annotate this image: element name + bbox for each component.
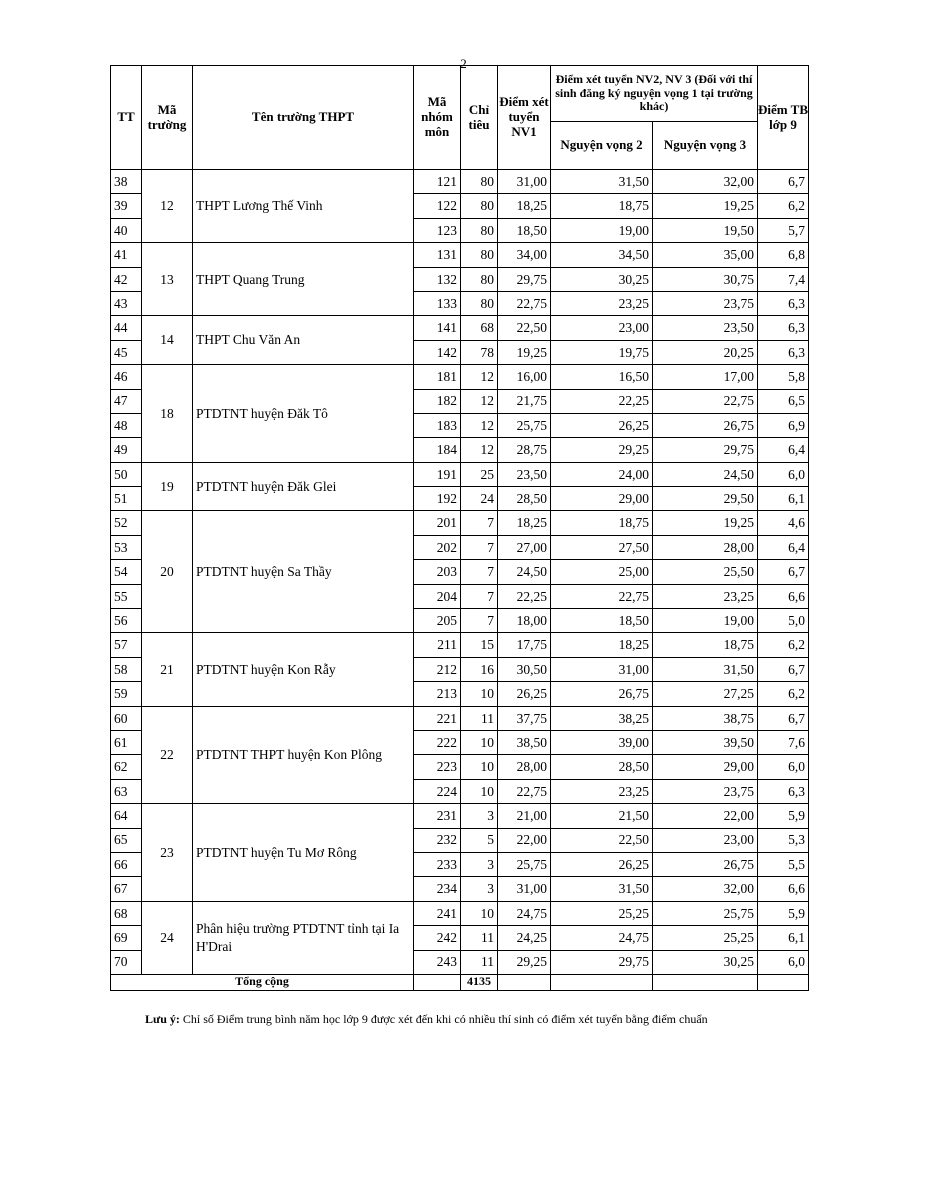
cell-diem-nv1: 18,25	[498, 194, 551, 218]
cell-tt: 52	[111, 511, 142, 535]
cell-nv2: 22,50	[551, 828, 653, 852]
cell-ma-truong: 22	[142, 706, 193, 804]
cell-diem-nv1: 31,00	[498, 877, 551, 901]
cell-chi-tieu: 12	[461, 389, 498, 413]
cell-chi-tieu: 11	[461, 706, 498, 730]
cell-chi-tieu: 10	[461, 730, 498, 754]
cell-ma-nhom: 204	[414, 584, 461, 608]
cell-diem-tb: 5,8	[758, 365, 809, 389]
cell-nv3: 29,00	[653, 755, 758, 779]
cell-ma-nhom: 211	[414, 633, 461, 657]
cell-nv2: 22,25	[551, 389, 653, 413]
cell-nv2: 24,00	[551, 462, 653, 486]
cell-diem-nv1: 27,00	[498, 535, 551, 559]
table-row	[111, 706, 809, 730]
cell-diem-tb: 4,6	[758, 511, 809, 535]
cell-chi-tieu: 10	[461, 755, 498, 779]
header-diem-nv1: Điểm xét tuyển NV1	[498, 66, 551, 170]
cell-ma-nhom: 231	[414, 804, 461, 828]
cell-nv2: 19,75	[551, 340, 653, 364]
cell-chi-tieu: 80	[461, 291, 498, 315]
cell-diem-nv1: 28,75	[498, 438, 551, 462]
cell-chi-tieu: 80	[461, 170, 498, 194]
cell-chi-tieu: 7	[461, 535, 498, 559]
cell-tt: 50	[111, 462, 142, 486]
cell-chi-tieu: 3	[461, 852, 498, 876]
cell-diem-nv1: 22,50	[498, 316, 551, 340]
cell-diem-tb: 6,0	[758, 950, 809, 974]
cell-diem-tb: 6,8	[758, 243, 809, 267]
cell-chi-tieu: 7	[461, 511, 498, 535]
cell-chi-tieu: 11	[461, 950, 498, 974]
cell-chi-tieu: 7	[461, 560, 498, 584]
cell-nv2: 16,50	[551, 365, 653, 389]
cell-ma-nhom: 224	[414, 779, 461, 803]
cell-chi-tieu: 80	[461, 267, 498, 291]
cell-ma-nhom: 181	[414, 365, 461, 389]
cell-nv2: 29,00	[551, 487, 653, 511]
cell-nv2: 25,25	[551, 901, 653, 925]
cell-chi-tieu: 11	[461, 926, 498, 950]
cell-nv3: 23,25	[653, 584, 758, 608]
cell-ten-truong: THPT Lương Thế Vinh	[193, 170, 414, 243]
cell-nv3: 26,75	[653, 852, 758, 876]
cell-nv2: 24,75	[551, 926, 653, 950]
cell-tt: 38	[111, 170, 142, 194]
cell-chi-tieu: 10	[461, 779, 498, 803]
cell-ma-nhom: 182	[414, 389, 461, 413]
cell-ma-truong: 23	[142, 804, 193, 902]
cell-ma-nhom: 203	[414, 560, 461, 584]
cell-ma-nhom: 201	[414, 511, 461, 535]
cell-nv3: 27,25	[653, 682, 758, 706]
cell-nv3: 29,75	[653, 438, 758, 462]
cell-diem-nv1: 22,25	[498, 584, 551, 608]
header-ma-truong: Mã trường	[142, 66, 193, 170]
cell-tt: 48	[111, 413, 142, 437]
cell-nv3: 25,50	[653, 560, 758, 584]
cell-nv3: 29,50	[653, 487, 758, 511]
cell-nv2: 18,75	[551, 511, 653, 535]
cell-nv2: 23,00	[551, 316, 653, 340]
cell-ma-nhom: 183	[414, 413, 461, 437]
cell-nv3: 23,00	[653, 828, 758, 852]
cell-nv2: 30,25	[551, 267, 653, 291]
cell-chi-tieu: 7	[461, 609, 498, 633]
cell-nv2: 28,50	[551, 755, 653, 779]
cell-nv2: 39,00	[551, 730, 653, 754]
cell-nv3: 35,00	[653, 243, 758, 267]
cell-diem-tb: 6,2	[758, 194, 809, 218]
cell-diem-nv1: 21,00	[498, 804, 551, 828]
cell-tt: 70	[111, 950, 142, 974]
cell-diem-nv1: 24,25	[498, 926, 551, 950]
cell-nv3: 39,50	[653, 730, 758, 754]
cell-nv2: 34,50	[551, 243, 653, 267]
cell-diem-nv1: 29,25	[498, 950, 551, 974]
cell-diem-tb: 6,0	[758, 755, 809, 779]
total-row	[111, 974, 809, 990]
cell-nv3: 19,50	[653, 218, 758, 242]
cell-chi-tieu: 3	[461, 877, 498, 901]
header-nv2: Nguyện vọng 2	[551, 122, 653, 170]
total-empty-cell	[498, 974, 551, 990]
cell-ma-nhom: 242	[414, 926, 461, 950]
cell-diem-nv1: 17,75	[498, 633, 551, 657]
page-number: 2	[460, 56, 467, 71]
cell-chi-tieu: 12	[461, 365, 498, 389]
cell-ten-truong: Phân hiệu trường PTDTNT tỉnh tại Ia H'Drai	[193, 901, 414, 974]
cell-nv3: 38,75	[653, 706, 758, 730]
table-row	[111, 633, 809, 657]
cell-diem-nv1: 26,25	[498, 682, 551, 706]
cell-tt: 39	[111, 194, 142, 218]
cell-diem-tb: 6,4	[758, 535, 809, 559]
cell-diem-nv1: 24,50	[498, 560, 551, 584]
cell-tt: 41	[111, 243, 142, 267]
cell-ten-truong: PTDTNT huyện Sa Thầy	[193, 511, 414, 633]
cell-diem-nv1: 22,75	[498, 779, 551, 803]
cell-diem-tb: 6,6	[758, 584, 809, 608]
cell-tt: 54	[111, 560, 142, 584]
footnote-text: Chỉ số Điểm trung bình năm học lớp 9 được xét đến khi có nhiều thí sinh có điểm xét tuyển bằng điểm chuẩn	[182, 1012, 708, 1026]
total-value: 4135	[461, 974, 498, 990]
cell-chi-tieu: 25	[461, 462, 498, 486]
cell-chi-tieu: 80	[461, 243, 498, 267]
cell-diem-tb: 6,0	[758, 462, 809, 486]
table-row	[111, 170, 809, 194]
cell-chi-tieu: 16	[461, 657, 498, 681]
cell-ma-nhom: 191	[414, 462, 461, 486]
cell-diem-nv1: 16,00	[498, 365, 551, 389]
cell-diem-nv1: 24,75	[498, 901, 551, 925]
cell-nv3: 20,25	[653, 340, 758, 364]
cell-diem-tb: 6,4	[758, 438, 809, 462]
cell-tt: 57	[111, 633, 142, 657]
cell-tt: 42	[111, 267, 142, 291]
cell-ma-truong: 18	[142, 365, 193, 463]
cell-nv2: 18,75	[551, 194, 653, 218]
cell-nv3: 25,25	[653, 926, 758, 950]
cell-nv2: 19,00	[551, 218, 653, 242]
cell-nv2: 31,50	[551, 877, 653, 901]
cell-tt: 67	[111, 877, 142, 901]
cell-diem-tb: 6,3	[758, 340, 809, 364]
cell-ten-truong: PTDTNT huyện Kon Rẫy	[193, 633, 414, 706]
cell-diem-nv1: 22,00	[498, 828, 551, 852]
cell-ma-truong: 20	[142, 511, 193, 633]
table-row	[111, 804, 809, 828]
cell-nv2: 26,75	[551, 682, 653, 706]
cell-ten-truong: THPT Chu Văn An	[193, 316, 414, 365]
cell-diem-nv1: 30,50	[498, 657, 551, 681]
cell-nv3: 30,25	[653, 950, 758, 974]
cell-diem-nv1: 18,25	[498, 511, 551, 535]
cell-diem-tb: 5,3	[758, 828, 809, 852]
cell-ma-nhom: 232	[414, 828, 461, 852]
cell-diem-tb: 6,7	[758, 706, 809, 730]
cell-diem-tb: 6,3	[758, 316, 809, 340]
cell-diem-nv1: 25,75	[498, 413, 551, 437]
cell-nv2: 31,00	[551, 657, 653, 681]
footnote	[145, 1012, 708, 1027]
cell-ma-nhom: 223	[414, 755, 461, 779]
cell-ten-truong: PTDTNT huyện Đăk Tô	[193, 365, 414, 463]
cell-nv3: 18,75	[653, 633, 758, 657]
table-row	[111, 316, 809, 340]
cell-diem-tb: 6,1	[758, 926, 809, 950]
total-empty-cell	[653, 974, 758, 990]
cell-nv3: 19,25	[653, 511, 758, 535]
cell-ma-nhom: 123	[414, 218, 461, 242]
cell-nv2: 29,25	[551, 438, 653, 462]
table-header	[111, 66, 809, 170]
cell-ma-nhom: 241	[414, 901, 461, 925]
cell-tt: 44	[111, 316, 142, 340]
cell-diem-nv1: 19,25	[498, 340, 551, 364]
header-ten-truong: Tên trường THPT	[193, 66, 414, 170]
cell-nv3: 32,00	[653, 170, 758, 194]
cell-diem-nv1: 23,50	[498, 462, 551, 486]
cell-ma-nhom: 205	[414, 609, 461, 633]
cell-ma-truong: 14	[142, 316, 193, 365]
table-row	[111, 901, 809, 925]
total-empty-cell	[758, 974, 809, 990]
cell-diem-tb: 6,6	[758, 877, 809, 901]
cell-ma-nhom: 243	[414, 950, 461, 974]
cell-tt: 68	[111, 901, 142, 925]
cell-ma-truong: 21	[142, 633, 193, 706]
table-row	[111, 511, 809, 535]
cell-diem-tb: 5,0	[758, 609, 809, 633]
cell-ma-nhom: 122	[414, 194, 461, 218]
cell-ma-nhom: 141	[414, 316, 461, 340]
cell-nv3: 32,00	[653, 877, 758, 901]
cell-nv2: 26,25	[551, 413, 653, 437]
cell-diem-nv1: 18,50	[498, 218, 551, 242]
cell-nv3: 26,75	[653, 413, 758, 437]
cell-nv2: 31,50	[551, 170, 653, 194]
cell-nv3: 22,75	[653, 389, 758, 413]
cell-nv3: 19,25	[653, 194, 758, 218]
cell-ma-nhom: 213	[414, 682, 461, 706]
cell-nv2: 38,25	[551, 706, 653, 730]
cell-nv3: 22,00	[653, 804, 758, 828]
cell-tt: 63	[111, 779, 142, 803]
cell-nv3: 19,00	[653, 609, 758, 633]
cell-diem-tb: 5,5	[758, 852, 809, 876]
cell-chi-tieu: 5	[461, 828, 498, 852]
table-row	[111, 365, 809, 389]
cell-tt: 58	[111, 657, 142, 681]
cell-chi-tieu: 80	[461, 194, 498, 218]
cell-diem-tb: 6,2	[758, 633, 809, 657]
cell-diem-nv1: 34,00	[498, 243, 551, 267]
cell-diem-nv1: 31,00	[498, 170, 551, 194]
cell-tt: 53	[111, 535, 142, 559]
cell-ma-truong: 12	[142, 170, 193, 243]
cell-ma-truong: 13	[142, 243, 193, 316]
cell-diem-tb: 6,3	[758, 779, 809, 803]
table-row	[111, 243, 809, 267]
cell-chi-tieu: 80	[461, 218, 498, 242]
cell-tt: 46	[111, 365, 142, 389]
table-body	[111, 170, 809, 975]
cell-ma-nhom: 212	[414, 657, 461, 681]
cell-chi-tieu: 10	[461, 901, 498, 925]
cell-tt: 61	[111, 730, 142, 754]
header-diem-tb: Điểm TB lớp 9	[758, 66, 809, 170]
cell-nv3: 24,50	[653, 462, 758, 486]
header-tt: TT	[111, 66, 142, 170]
cell-chi-tieu: 10	[461, 682, 498, 706]
cell-nv2: 18,50	[551, 609, 653, 633]
cell-chi-tieu: 12	[461, 438, 498, 462]
cell-diem-tb: 6,7	[758, 657, 809, 681]
cell-diem-tb: 6,9	[758, 413, 809, 437]
cell-diem-tb: 6,2	[758, 682, 809, 706]
cell-tt: 64	[111, 804, 142, 828]
cell-tt: 56	[111, 609, 142, 633]
cell-diem-nv1: 29,75	[498, 267, 551, 291]
cell-ma-nhom: 202	[414, 535, 461, 559]
cell-ma-nhom: 142	[414, 340, 461, 364]
cell-diem-tb: 6,1	[758, 487, 809, 511]
cell-diem-nv1: 28,00	[498, 755, 551, 779]
cell-nv3: 28,00	[653, 535, 758, 559]
cell-diem-tb: 6,7	[758, 560, 809, 584]
cell-ma-nhom: 221	[414, 706, 461, 730]
cell-nv2: 23,25	[551, 291, 653, 315]
cell-diem-tb: 7,4	[758, 267, 809, 291]
cell-ma-truong: 19	[142, 462, 193, 511]
cell-tt: 69	[111, 926, 142, 950]
cell-nv3: 17,00	[653, 365, 758, 389]
cell-tt: 51	[111, 487, 142, 511]
table-row	[111, 462, 809, 486]
cell-nv3: 23,50	[653, 316, 758, 340]
cell-nv2: 27,50	[551, 535, 653, 559]
cell-diem-tb: 6,7	[758, 170, 809, 194]
cell-tt: 49	[111, 438, 142, 462]
cell-nv2: 21,50	[551, 804, 653, 828]
cell-nv3: 31,50	[653, 657, 758, 681]
cell-chi-tieu: 7	[461, 584, 498, 608]
cell-diem-nv1: 28,50	[498, 487, 551, 511]
cell-ma-nhom: 131	[414, 243, 461, 267]
header-diem-nv2-nv3: Điểm xét tuyển NV2, NV 3 (Đối với thí sinh đăng ký nguyện vọng 1 tại trường khác)	[551, 66, 758, 122]
cell-tt: 60	[111, 706, 142, 730]
header-ma-nhom-mon: Mã nhóm môn	[414, 66, 461, 170]
cell-diem-nv1: 37,75	[498, 706, 551, 730]
cell-diem-tb: 5,9	[758, 804, 809, 828]
cell-chi-tieu: 12	[461, 413, 498, 437]
cell-tt: 45	[111, 340, 142, 364]
cell-ma-truong: 24	[142, 901, 193, 974]
cell-ma-nhom: 192	[414, 487, 461, 511]
cell-diem-nv1: 21,75	[498, 389, 551, 413]
cell-ma-nhom: 234	[414, 877, 461, 901]
cell-nv2: 26,25	[551, 852, 653, 876]
cell-ten-truong: PTDTNT huyện Tu Mơ Rông	[193, 804, 414, 902]
cell-tt: 59	[111, 682, 142, 706]
cell-ma-nhom: 233	[414, 852, 461, 876]
cell-nv2: 25,00	[551, 560, 653, 584]
cell-diem-tb: 6,3	[758, 291, 809, 315]
cell-ma-nhom: 184	[414, 438, 461, 462]
footnote-label: Lưu ý:	[145, 1012, 180, 1026]
cell-chi-tieu: 15	[461, 633, 498, 657]
cell-ma-nhom: 133	[414, 291, 461, 315]
cell-ten-truong: PTDTNT huyện Đăk Glei	[193, 462, 414, 511]
cell-diem-tb: 7,6	[758, 730, 809, 754]
cell-tt: 47	[111, 389, 142, 413]
cell-diem-nv1: 38,50	[498, 730, 551, 754]
cell-chi-tieu: 68	[461, 316, 498, 340]
cell-tt: 40	[111, 218, 142, 242]
cell-nv3: 23,75	[653, 291, 758, 315]
header-chi-tieu: Chỉ tiêu	[461, 66, 498, 170]
cell-nv3: 30,75	[653, 267, 758, 291]
header-nv3: Nguyện vọng 3	[653, 122, 758, 170]
cell-diem-tb: 5,7	[758, 218, 809, 242]
cell-tt: 66	[111, 852, 142, 876]
cell-chi-tieu: 78	[461, 340, 498, 364]
cell-tt: 62	[111, 755, 142, 779]
cell-ten-truong: PTDTNT THPT huyện Kon Plông	[193, 706, 414, 804]
cell-nv2: 29,75	[551, 950, 653, 974]
total-empty-cell	[551, 974, 653, 990]
cell-diem-nv1: 22,75	[498, 291, 551, 315]
cell-ma-nhom: 222	[414, 730, 461, 754]
cell-diem-nv1: 18,00	[498, 609, 551, 633]
total-empty-cell	[414, 974, 461, 990]
cell-nv2: 18,25	[551, 633, 653, 657]
cell-nv2: 22,75	[551, 584, 653, 608]
cell-diem-tb: 5,9	[758, 901, 809, 925]
cell-tt: 55	[111, 584, 142, 608]
cell-diem-tb: 6,5	[758, 389, 809, 413]
total-label: Tổng cộng	[111, 974, 414, 990]
admission-score-table	[110, 65, 809, 991]
cell-diem-nv1: 25,75	[498, 852, 551, 876]
cell-tt: 43	[111, 291, 142, 315]
cell-tt: 65	[111, 828, 142, 852]
cell-ma-nhom: 121	[414, 170, 461, 194]
cell-chi-tieu: 24	[461, 487, 498, 511]
cell-nv3: 23,75	[653, 779, 758, 803]
cell-ten-truong: THPT Quang Trung	[193, 243, 414, 316]
cell-nv2: 23,25	[551, 779, 653, 803]
cell-ma-nhom: 132	[414, 267, 461, 291]
cell-chi-tieu: 3	[461, 804, 498, 828]
cell-nv3: 25,75	[653, 901, 758, 925]
